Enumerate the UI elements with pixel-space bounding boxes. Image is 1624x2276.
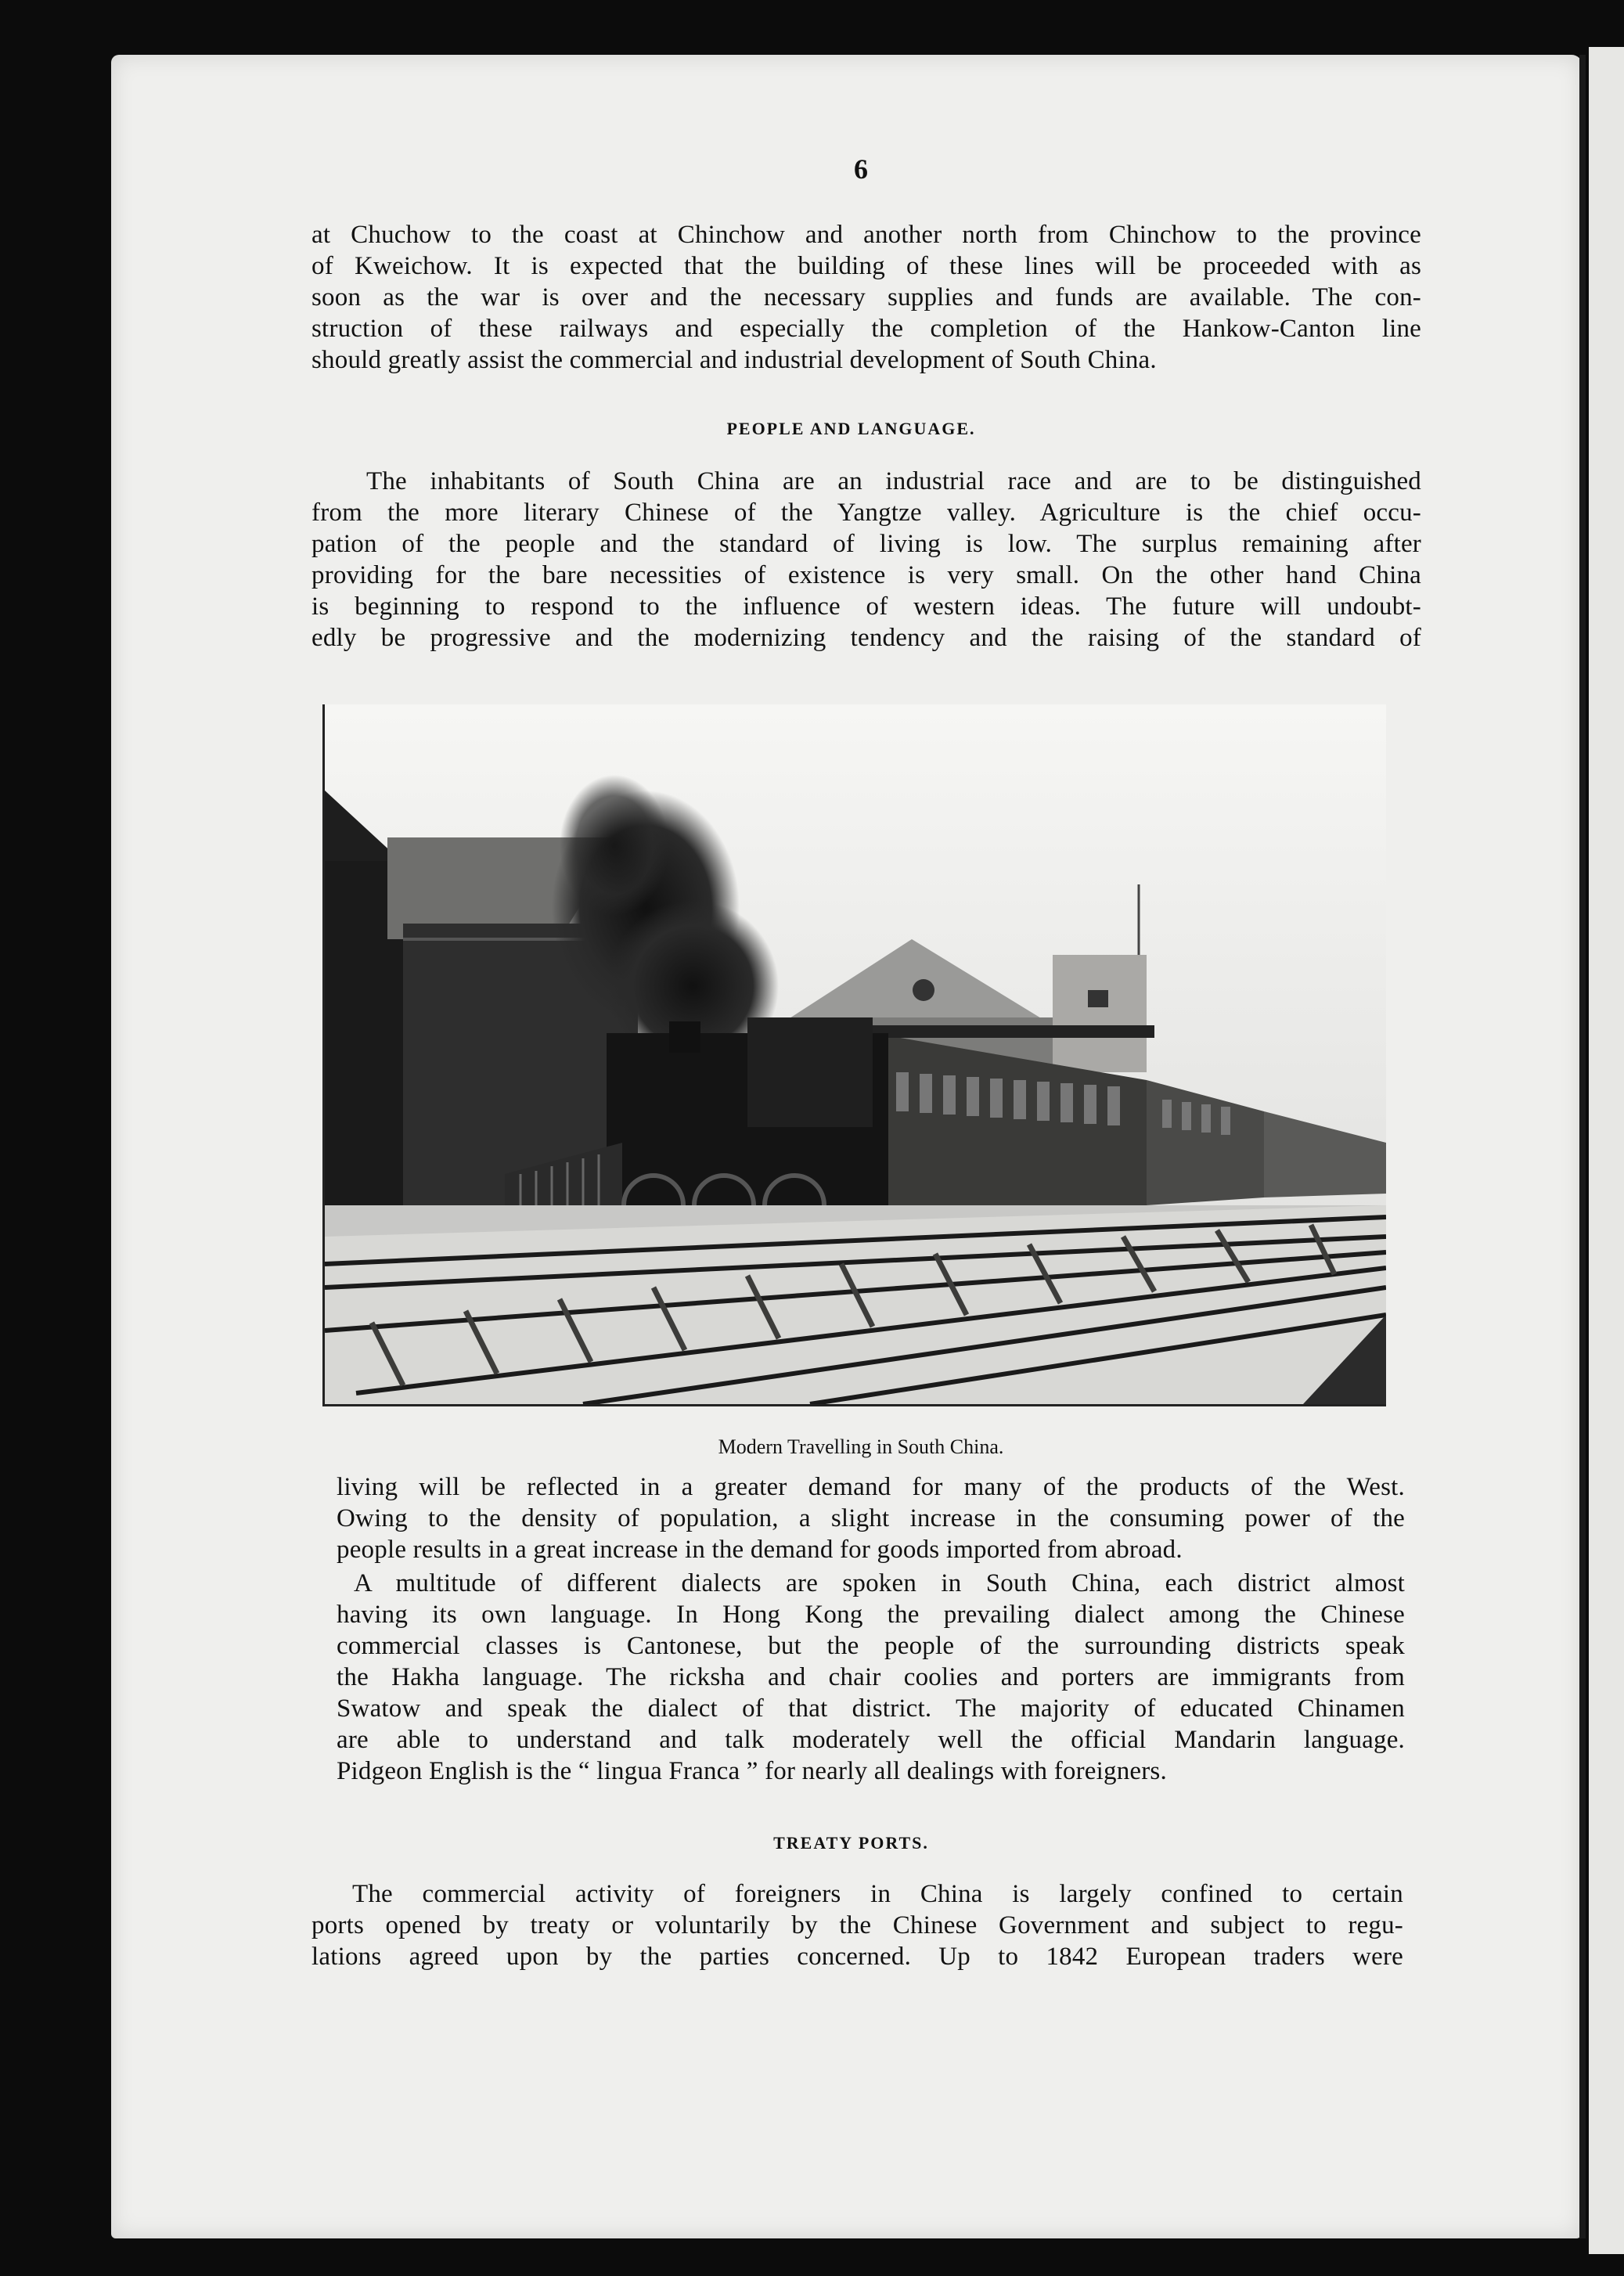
text-line: should greatly assist the commercial and industrial development of South China. — [311, 346, 1157, 374]
paragraph-dialects — [337, 1568, 1405, 1787]
text-line: The inhabitants of South China are an industrial race and are to be distinguished — [366, 467, 1421, 495]
text-line: at Chuchow to the coast at Chinchow and another north from Chinchow to the province — [311, 221, 1421, 249]
text-line: are able to understand and talk moderately well the official Mandarin language. — [337, 1726, 1405, 1754]
paragraph-railways — [311, 219, 1421, 376]
text-line: providing for the bare necessities of existence is very small. On the other hand China — [311, 561, 1421, 589]
text-line: Swatow and speak the dialect of that district. The majority of educated Chinamen — [337, 1694, 1405, 1723]
text-line: from the more literary Chinese of the Yangtze valley. Agriculture is the chief occu- — [311, 499, 1421, 527]
page-edge — [1589, 47, 1624, 2254]
section-heading-people-and-language: PEOPLE AND LANGUAGE. — [726, 419, 976, 438]
train-station-illustration — [325, 704, 1386, 1404]
text-line: the Hakha language. The ricksha and chair coolies and porters are immigrants from — [337, 1663, 1405, 1691]
text-line: pation of the people and the standard of living is low. The surplus remaining after — [311, 530, 1421, 558]
text-line: soon as the war is over and the necessary supplies and funds are available. The con- — [311, 283, 1421, 312]
text-line: commercial classes is Cantonese, but the people of the surrounding districts speak — [337, 1632, 1405, 1660]
railway-photograph — [322, 704, 1386, 1406]
text-line: is beginning to respond to the influence of western ideas. The future will undoubt- — [311, 592, 1421, 621]
section-heading-treaty-ports: TREATY PORTS. — [773, 1833, 929, 1853]
text-line: Owing to the density of population, a slight increase in the consuming power of the — [337, 1504, 1405, 1532]
text-line: A multitude of different dialects are spoken in South China, each district almost — [354, 1569, 1405, 1597]
text-line: lations agreed upon by the parties concerned. Up to 1842 European traders were — [311, 1943, 1403, 1971]
text-line: people results in a great increase in the demand for goods imported from abroad. — [337, 1536, 1183, 1564]
paragraph-inhabitants — [311, 466, 1421, 654]
photo-caption: Modern Travelling in South China. — [718, 1435, 1004, 1458]
paragraph-demand — [337, 1471, 1405, 1565]
text-line: The commercial activity of foreigners in China is largely confined to certain — [352, 1880, 1403, 1908]
text-line: edly be progressive and the modernizing tendency and the raising of the standard of — [311, 624, 1421, 652]
page-number: 6 — [854, 153, 868, 185]
text-line: living will be reflected in a greater demand for many of the products of the West. — [337, 1473, 1405, 1501]
page-gutter-shadow — [1579, 55, 1586, 2238]
text-line: of Kweichow. It is expected that the building of these lines will be proceeded with as — [311, 252, 1421, 280]
paragraph-treaty-ports — [311, 1878, 1403, 1972]
text-line: Pidgeon English is the “ lingua Franca ” for nearly all dealings with foreigners. — [337, 1757, 1167, 1785]
text-line: having its own language. In Hong Kong the prevailing dialect among the Chinese — [337, 1601, 1405, 1629]
text-line: struction of these railways and especially the completion of the Hankow-Canton line — [311, 315, 1421, 343]
text-line: ports opened by treaty or voluntarily by the Chinese Government and subject to regu- — [311, 1911, 1403, 1939]
